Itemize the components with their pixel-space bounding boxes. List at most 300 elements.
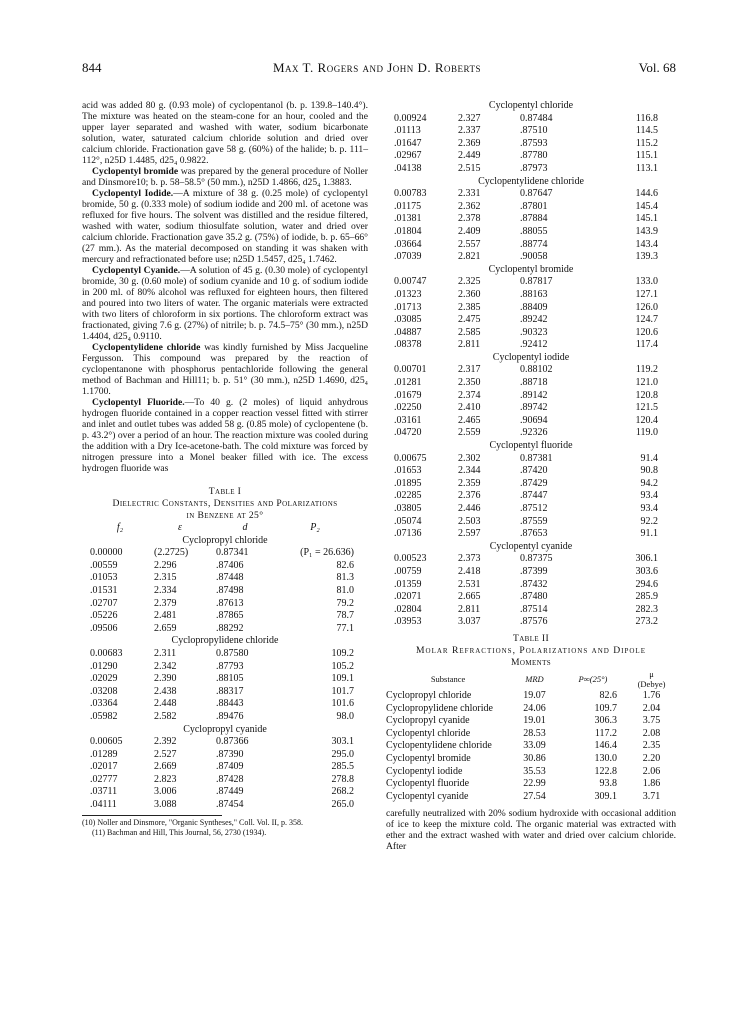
cell-dipole: 3.71 — [642, 790, 661, 802]
cell-density: .87480 — [520, 591, 548, 603]
cell-epsilon: 2.531 — [458, 578, 481, 590]
cell-density: .87780 — [520, 150, 548, 162]
cell-density: .88292 — [216, 622, 244, 634]
cell-f2: .03711 — [90, 786, 118, 798]
cell-p2: 126.0 — [635, 301, 658, 313]
cell-density: .87593 — [520, 137, 548, 149]
cell-density: .87428 — [216, 773, 244, 785]
cell-density: .87432 — [520, 578, 548, 590]
table1-right-part — [386, 100, 676, 629]
cell-density: .87406 — [216, 559, 244, 571]
cell-density: .88718 — [520, 377, 548, 389]
cell-dipole: 2.04 — [642, 702, 661, 714]
cell-f2: .02707 — [90, 597, 118, 609]
cell-f2: .05074 — [394, 515, 422, 527]
table-row — [394, 125, 658, 138]
cell-f2: 0.00924 — [394, 112, 427, 124]
cell-epsilon: 2.585 — [458, 326, 481, 338]
cell-f2: .02250 — [394, 402, 422, 414]
cell-density: 0.87647 — [520, 188, 553, 200]
table2-caption: Moments — [510, 656, 552, 668]
cell-dipole: 2.06 — [642, 765, 661, 777]
cell-epsilon: 2.337 — [458, 125, 481, 137]
cell-p2: 91.4 — [640, 452, 658, 464]
cell-f2: .01053 — [90, 572, 118, 584]
cell-epsilon: 2.344 — [458, 465, 481, 477]
cell-p2: 120.8 — [635, 389, 658, 401]
cell-epsilon: 2.665 — [458, 591, 481, 603]
compound-heading: Cyclopentyl fluoride — [489, 440, 573, 452]
cell-epsilon: 2.327 — [458, 112, 481, 124]
cell-p2: 285.5 — [331, 761, 354, 773]
mu-unit: (Debye) — [637, 678, 666, 689]
table-row — [90, 585, 354, 598]
cell-p2: 114.5 — [635, 125, 658, 137]
cell-f2: .02029 — [90, 673, 118, 685]
table-row — [394, 402, 658, 415]
table-row — [394, 339, 658, 352]
cell-p2: 93.4 — [640, 490, 658, 502]
paragraph-heading: Cyclopentylidene chloride — [92, 342, 201, 353]
cell-density: .92326 — [520, 427, 548, 439]
table-row — [394, 163, 658, 176]
cell-polarization: 93.8 — [599, 778, 618, 790]
cell-epsilon: 2.342 — [154, 660, 177, 672]
cell-f2: 0.00783 — [394, 188, 427, 200]
cell-density: .88105 — [216, 673, 244, 685]
table-row — [394, 113, 658, 126]
cell-p2: 143.9 — [635, 225, 658, 237]
cell-f2: 0.00000 — [90, 547, 123, 559]
table-row — [90, 686, 354, 699]
compound-heading: Cyclopropylidene chloride — [171, 635, 279, 647]
cell-molar-refraction: 30.86 — [523, 752, 546, 764]
running-title: Max T. Rogers and John D. Roberts — [272, 60, 482, 75]
footnote: (11) Bachman and Hill, This Journal, 56, 2730 (1934). — [92, 827, 267, 837]
table-row — [394, 289, 658, 302]
cell-f2: .03085 — [394, 314, 422, 326]
body-paragraph — [82, 397, 368, 474]
cell-f2: 0.00675 — [394, 452, 427, 464]
table-row — [394, 213, 658, 226]
cell-p2: 101.6 — [331, 698, 354, 710]
col-f2: f₂ — [116, 522, 124, 533]
table-row — [394, 427, 658, 440]
table2-caption: Molar Refractions, Polarizations and Dipole — [416, 644, 646, 656]
table1-label: Table I — [208, 486, 242, 497]
cell-f2: .00759 — [394, 565, 422, 577]
table-row — [90, 572, 354, 585]
data-table — [394, 188, 658, 264]
cell-p2: 127.1 — [635, 288, 658, 300]
cell-epsilon: 2.359 — [458, 477, 481, 489]
cell-f2: .01381 — [394, 213, 422, 225]
cell-density: 0.87375 — [520, 553, 553, 565]
cell-substance: Cyclopentyl cyanide — [386, 790, 469, 802]
table-row — [394, 528, 658, 541]
cell-density: .87390 — [216, 748, 244, 760]
cell-density: .87884 — [520, 213, 548, 225]
cell-epsilon: 2.481 — [154, 610, 177, 622]
cell-density: .87514 — [520, 603, 548, 615]
cell-f2: .04887 — [394, 326, 422, 338]
cell-f2: .02285 — [394, 490, 422, 502]
table-row — [90, 610, 354, 623]
cell-epsilon: 2.390 — [154, 673, 177, 685]
cell-p2: 278.8 — [331, 773, 354, 785]
paragraph-text: was prepared by the general procedure of Noller and Dinsmore10; b. p. 58–58.5° (50 mm.), n25D 1.4866, d25₄ 1.3883. — [82, 166, 368, 188]
table-row — [90, 774, 354, 787]
cell-p2: 105.2 — [331, 660, 354, 672]
table-row — [90, 560, 354, 573]
cell-molar-refraction: 19.07 — [523, 689, 546, 701]
cell-epsilon: 2.811 — [458, 339, 481, 351]
cell-f2: .01323 — [394, 288, 422, 300]
table-row — [90, 661, 354, 674]
cell-substance: Cyclopentyl chloride — [386, 727, 471, 739]
cell-substance: Cyclopentyl iodide — [386, 765, 463, 777]
cell-f2: 0.00683 — [90, 647, 123, 659]
cell-p2: 117.4 — [635, 339, 658, 351]
cell-f2: .04111 — [90, 799, 117, 811]
cell-density: .89142 — [520, 389, 548, 401]
cell-dipole: 1.86 — [642, 778, 661, 790]
table-row — [90, 761, 354, 774]
cell-epsilon: 2.811 — [458, 603, 481, 615]
table-row — [90, 673, 354, 686]
cell-p2: 116.8 — [635, 112, 658, 124]
body-paragraph: carefully neutralized with 20% sodium hydroxide with occasional addition of ice to keep the mixture cold. The organic material was extracted with ether and the extract washed with water and dried over calcium chloride. After — [386, 808, 676, 853]
cell-f2: .01290 — [90, 660, 118, 672]
page-number: 844 — [82, 60, 102, 75]
table-row — [394, 302, 658, 315]
cell-polarization: 82.6 — [599, 689, 618, 701]
left-column — [82, 100, 368, 838]
table-row — [386, 753, 676, 766]
cell-p2: 115.2 — [635, 137, 658, 149]
cell-density: .89242 — [520, 314, 548, 326]
col-molar-refraction: MRD — [525, 673, 544, 684]
body-paragraph — [82, 265, 368, 342]
cell-epsilon: 2.369 — [458, 137, 481, 149]
cell-dipole: 2.20 — [642, 752, 661, 764]
cell-p2: 306.1 — [635, 553, 658, 565]
cell-f2: .02967 — [394, 150, 422, 162]
table-row — [386, 740, 676, 753]
table1-header — [90, 522, 350, 535]
data-table — [394, 553, 658, 629]
table-row — [394, 150, 658, 163]
table-row — [394, 239, 658, 252]
cell-p2: 265.0 — [331, 799, 354, 811]
table-row — [394, 364, 658, 377]
table-row — [394, 465, 658, 478]
cell-p2: 120.4 — [635, 414, 658, 426]
cell-epsilon: 3.037 — [458, 616, 481, 628]
cell-molar-refraction: 33.09 — [523, 740, 546, 752]
data-table — [90, 648, 354, 724]
cell-density: .90323 — [520, 326, 548, 338]
table1-left-part — [82, 535, 368, 812]
paragraph-text: —To 40 g. (2 moles) of liquid anhydrous hydrogen fluoride contained in a copper reaction vessel fitted with stirrer and inlet and outlet tubes was added 58 g. (0.85 mole) of cyclopentene (b. p. 43.2°) over a period of an hour. The reaction mixture was cooled during the addition with a Dry Ice-acetone-bath. The cold mixture was forced by nitrogen pressure into a Monel beaker filled with ice. The excess hydrogen fluoride was — [82, 397, 368, 474]
cell-p2: 282.3 — [635, 603, 658, 615]
table-row — [394, 553, 658, 566]
table-row — [90, 698, 354, 711]
cell-dipole: 3.75 — [642, 715, 661, 727]
table1-caption: Dielectric Constants, Densities and Polarizations — [112, 498, 338, 509]
cell-substance: Cyclopentyl fluoride — [386, 778, 470, 790]
cell-density: .87498 — [216, 584, 244, 596]
cell-p2: 294.6 — [635, 578, 658, 590]
cell-epsilon: 2.559 — [458, 427, 481, 439]
cell-substance: Cyclopentylidene chloride — [386, 740, 492, 752]
cell-p2: 93.4 — [640, 503, 658, 514]
cell-polarization: 306.3 — [594, 715, 618, 727]
cell-epsilon: 2.465 — [458, 414, 481, 426]
cell-p2: 109.1 — [331, 673, 354, 685]
table-row — [394, 314, 658, 327]
cell-epsilon: 2.448 — [154, 698, 177, 710]
table1-caption: in Benzene at 25° — [186, 510, 264, 521]
cell-p2: 121.5 — [635, 402, 658, 414]
paragraph-text: was kindly furnished by Miss Jacqueline Fergusson. This compound was prepared by the reaction of cyclopentanone with phosphorus pentachloride following the general method of Bachman and Hill11; b. p. 51° (30 mm.), n25D 1.4690, d25₄ 1.1700. — [82, 342, 369, 397]
cell-density: .88317 — [216, 685, 244, 697]
cell-f2: .00559 — [90, 559, 118, 571]
paragraph-heading: Cyclopentyl Cyanide. — [92, 265, 181, 276]
cell-density: .88443 — [216, 698, 244, 710]
cell-epsilon: 2.373 — [458, 553, 481, 565]
cell-density: .87447 — [520, 490, 548, 502]
data-table — [90, 547, 354, 635]
table-row — [394, 591, 658, 604]
paragraph-heading: Cyclopentyl bromide — [92, 166, 179, 177]
cell-epsilon: 2.597 — [458, 528, 481, 540]
table-row — [394, 604, 658, 617]
cell-f2: .01113 — [394, 125, 421, 137]
cell-density: 0.87366 — [216, 736, 249, 748]
cell-f2: 0.00605 — [90, 736, 123, 748]
cell-density: .87576 — [520, 616, 548, 628]
body-paragraph — [82, 342, 368, 397]
cell-p2: 91.1 — [640, 528, 658, 540]
table-row — [90, 736, 354, 749]
col-dipole — [627, 669, 676, 690]
cell-p2: 98.0 — [336, 710, 354, 722]
right-column — [386, 100, 676, 852]
cell-epsilon: (2.2725) — [154, 547, 189, 559]
paragraph-heading: Cyclopentyl Iodide. — [92, 188, 174, 199]
cell-p2: 124.7 — [635, 314, 658, 326]
cell-p2: 303.6 — [635, 565, 658, 577]
cell-density: .88055 — [520, 225, 548, 237]
table-row — [386, 791, 676, 804]
cell-f2: .01281 — [394, 377, 422, 389]
cell-epsilon: 2.475 — [458, 314, 481, 326]
col-polarization: P∞(25°) — [578, 673, 608, 684]
cell-f2: .07039 — [394, 251, 422, 263]
cell-density: .87793 — [216, 660, 244, 672]
cell-f2: .01895 — [394, 477, 422, 489]
cell-density: .89476 — [216, 710, 244, 722]
cell-dipole: 2.35 — [642, 740, 661, 752]
cell-density: .90058 — [520, 251, 548, 263]
cell-polarization: 117.2 — [594, 727, 618, 739]
cell-f2: .01175 — [394, 200, 422, 212]
cell-p2: 285.9 — [635, 591, 658, 603]
cell-density: 0.87484 — [520, 112, 553, 124]
cell-substance: Cyclopropylidene chloride — [386, 702, 493, 714]
cell-epsilon: 2.331 — [458, 188, 481, 200]
cell-f2: .09506 — [90, 622, 118, 634]
cell-molar-refraction: 22.99 — [523, 778, 546, 790]
col-density: d — [242, 522, 248, 533]
cell-p2: 90.8 — [640, 465, 658, 477]
table-row — [394, 276, 658, 289]
cell-epsilon: 3.088 — [154, 799, 177, 811]
table-row — [394, 390, 658, 403]
cell-epsilon: 2.311 — [154, 647, 177, 659]
table-row — [394, 579, 658, 592]
table-row — [394, 251, 658, 264]
data-table — [394, 276, 658, 352]
cell-epsilon: 2.379 — [154, 597, 177, 609]
cell-p2: 113.1 — [635, 162, 658, 174]
cell-f2: .03364 — [90, 698, 118, 710]
cell-p2: 82.6 — [336, 559, 354, 571]
cell-epsilon: 2.438 — [154, 685, 177, 697]
cell-f2: 0.00523 — [394, 553, 427, 565]
col-epsilon: ε — [178, 522, 182, 533]
cell-density: .90694 — [520, 414, 548, 426]
cell-p2: 119.2 — [635, 364, 658, 376]
mu-symbol: μ — [649, 668, 654, 679]
cell-epsilon: 2.823 — [154, 773, 177, 785]
cell-epsilon: 2.317 — [458, 364, 481, 376]
cell-f2: .03953 — [394, 616, 422, 628]
cell-density: .87409 — [216, 761, 244, 773]
compound-heading: Cyclopentyl bromide — [488, 263, 574, 275]
table-row — [394, 188, 658, 201]
cell-density: .87420 — [520, 465, 548, 477]
data-table — [394, 113, 658, 176]
cell-p2: 295.0 — [331, 748, 354, 760]
cell-molar-refraction: 19.01 — [523, 715, 546, 727]
compound-heading: Cyclopropyl chloride — [182, 534, 268, 546]
cell-epsilon: 2.582 — [154, 710, 177, 722]
cell-molar-refraction: 35.53 — [523, 765, 546, 777]
cell-epsilon: 2.360 — [458, 288, 481, 300]
cell-polarization: 109.7 — [594, 702, 618, 714]
cell-epsilon: 2.446 — [458, 503, 481, 514]
compound-heading: Cyclopentyl cyanide — [489, 540, 573, 552]
cell-substance: Cyclopropyl chloride — [386, 689, 472, 701]
cell-molar-refraction: 27.54 — [523, 790, 546, 802]
body-paragraph: acid was added 80 g. (0.93 mole) of cyclopentanol (b. p. 139.8–140.4°). The mixture was heated on the steam-cone for an hour, cooled and the upper layer separated and washed with water, sodium bicarbonate solution, water, saturated calcium chloride solution and dried over calcium chloride. Fractionation gave 58 g. (60%) of the halide; b. p. 111–112°, n25D 1.4485, d25₄ 0.9822. — [82, 100, 368, 166]
data-table — [394, 453, 658, 541]
table-row — [394, 453, 658, 466]
running-header — [82, 60, 676, 76]
cell-f2: .03805 — [394, 503, 422, 514]
cell-polarization: 146.4 — [594, 740, 618, 752]
cell-f2: .01679 — [394, 389, 422, 401]
cell-p2: 92.2 — [640, 515, 658, 527]
cell-p2: 133.0 — [635, 276, 658, 288]
cell-dipole: 1.76 — [642, 689, 661, 701]
cell-density: .87399 — [520, 565, 548, 577]
table-row — [386, 715, 676, 728]
table-row — [90, 711, 354, 724]
cell-epsilon: 2.449 — [458, 150, 481, 162]
cell-f2: .01531 — [90, 584, 118, 596]
table-row — [90, 749, 354, 762]
table-row — [394, 490, 658, 503]
table-row — [90, 648, 354, 661]
cell-p2: 81.3 — [336, 572, 354, 584]
cell-density: 0.87817 — [520, 276, 553, 288]
cell-density: .88163 — [520, 288, 548, 300]
cell-p2: 143.4 — [635, 238, 658, 250]
table-row — [386, 703, 676, 716]
cell-epsilon: 2.362 — [458, 200, 481, 212]
cell-f2: .01647 — [394, 137, 422, 149]
cell-epsilon: 3.006 — [154, 786, 177, 798]
cell-f2: .04138 — [394, 162, 422, 174]
cell-epsilon: 2.659 — [154, 622, 177, 634]
footnote: (10) Noller and Dinsmore, "Organic Syntheses," Coll. Vol. II, p. 358. — [82, 817, 303, 827]
table-row — [394, 516, 658, 529]
cell-p2: 273.2 — [635, 616, 658, 628]
cell-density: .87510 — [520, 125, 548, 137]
cell-density: .87559 — [520, 515, 548, 527]
cell-epsilon: 2.376 — [458, 490, 481, 502]
compound-heading: Cyclopentyl iodide — [492, 351, 570, 363]
cell-p2: 145.4 — [635, 200, 658, 212]
compound-heading: Cyclopropyl cyanide — [183, 723, 267, 735]
cell-epsilon: 2.378 — [458, 213, 481, 225]
compound-heading: Cyclopentyl chloride — [488, 100, 574, 111]
paragraph-text: —A mixture of 38 g. (0.25 mole) of cyclopentyl bromide, 50 g. (0.333 mole) of sodium iodide and 200 ml. of acetone was refluxed for five hours. The solvent was distilled and the residue filtered, washed with water, sodium thiosulfate solution, water and dried over calcium chloride. Fractionation gave 35.2 g. (75%) of iodide, b. p. 65–66° (27 mm.). As the material decomposed on standing it was shaken with mercury and refractionated before use; n25D 1.5457, d25₄ 1.7462. — [82, 188, 368, 265]
table-row — [394, 503, 658, 516]
body-paragraph — [82, 188, 368, 265]
cell-f2: .02804 — [394, 603, 422, 615]
cell-epsilon: 2.315 — [154, 572, 177, 584]
cell-molar-refraction: 24.06 — [523, 702, 546, 714]
cell-f2: .01359 — [394, 578, 422, 590]
cell-epsilon: 2.410 — [458, 402, 481, 414]
cell-p2: 119.0 — [635, 427, 658, 439]
cell-density: .87448 — [216, 572, 244, 584]
cell-p2: 77.1 — [336, 622, 354, 634]
cell-density: .87801 — [520, 200, 548, 212]
table-row — [394, 327, 658, 340]
cell-density: .88774 — [520, 238, 548, 250]
table-row — [386, 728, 676, 741]
cell-f2: 0.00701 — [394, 364, 427, 376]
cell-epsilon: 2.503 — [458, 515, 481, 527]
cell-p2: 78.7 — [336, 610, 354, 622]
cell-density: .89742 — [520, 402, 548, 414]
cell-p2: 268.2 — [331, 786, 354, 798]
table2-label: Table II — [512, 632, 550, 644]
cell-density: 0.88102 — [520, 364, 553, 376]
cell-f2: .02777 — [90, 773, 118, 785]
table-row — [90, 547, 354, 560]
cell-molar-refraction: 28.53 — [523, 727, 546, 739]
cell-density: .87613 — [216, 597, 244, 609]
cell-p2: (P₁ = 26.636) — [300, 547, 354, 559]
table2 — [386, 669, 676, 803]
cell-density: .87973 — [520, 162, 548, 174]
